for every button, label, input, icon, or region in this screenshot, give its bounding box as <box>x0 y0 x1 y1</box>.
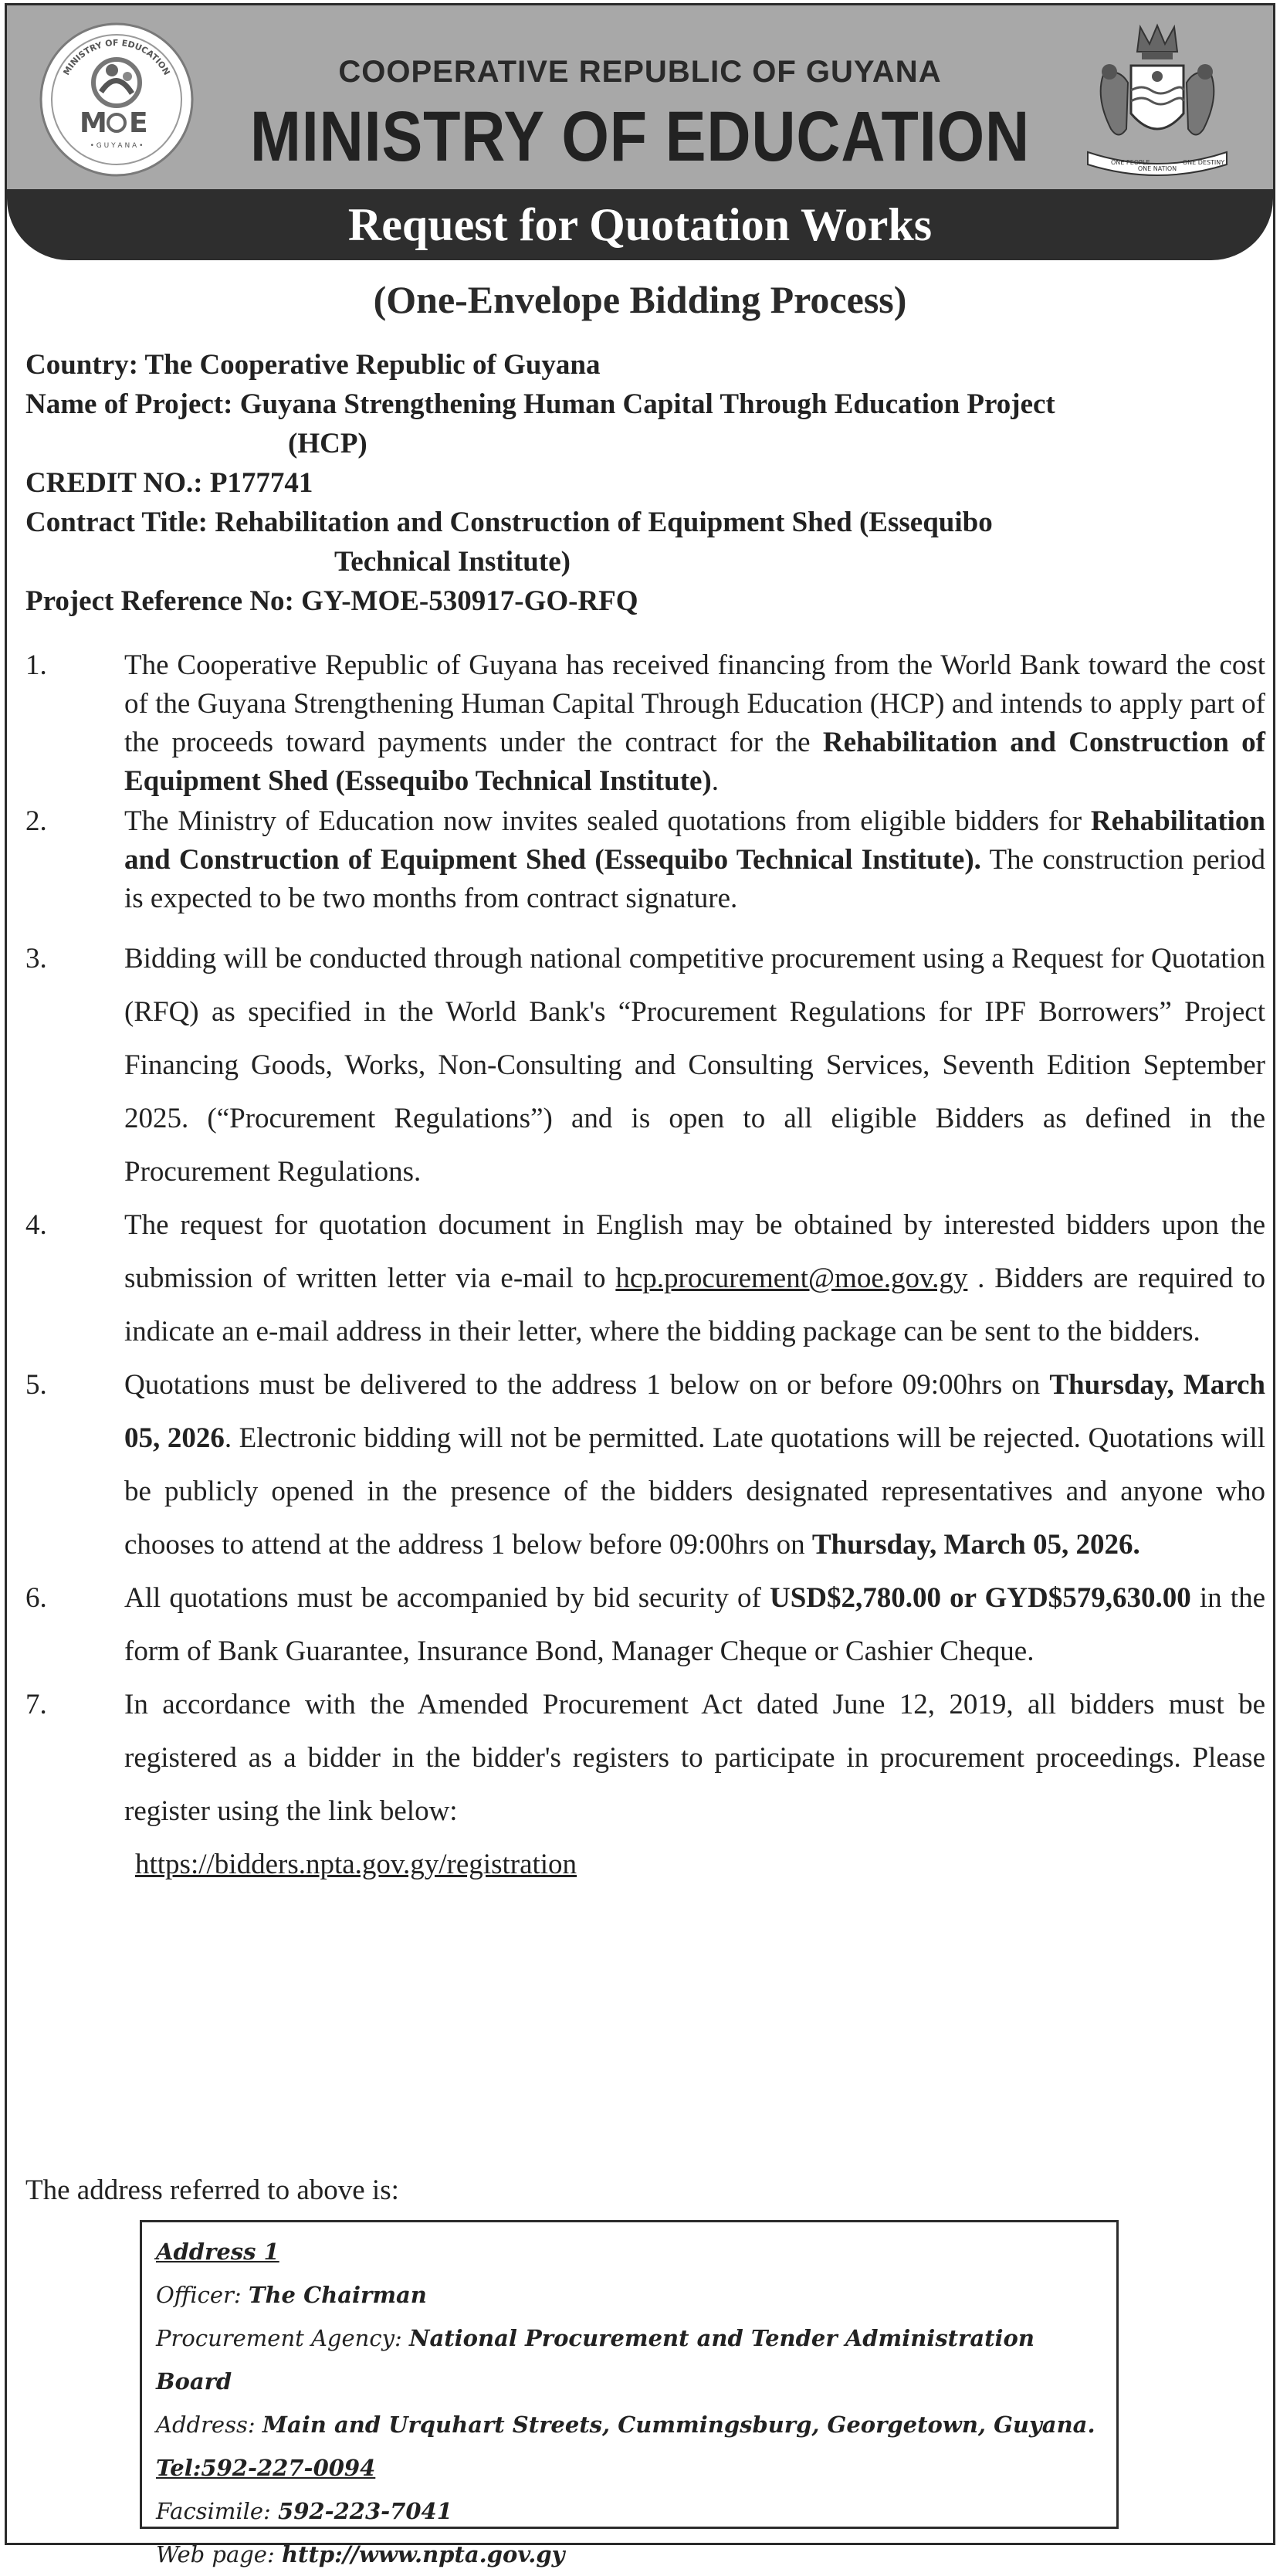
contract-title-value: Rehabilitation and Construction of Equipment Shed (Essequibo <box>215 507 993 538</box>
officer-value: The Chairman <box>248 2282 427 2308</box>
motto-mid: ONE NATION <box>1137 165 1177 172</box>
clause-number: 3. <box>25 943 47 974</box>
telephone[interactable]: Tel:592-227-0094 <box>156 2455 376 2481</box>
clause-text: in the form of Bank Guarantee, Insurance Bond, Manager Cheque or Cashier Cheque. <box>124 1582 1266 1667</box>
motto-left: ONE PEOPLE <box>1111 159 1150 166</box>
address-box <box>140 2220 1119 2568</box>
address-label: Address: <box>156 2412 256 2438</box>
clause-text: . Electronic bidding will not be permitted. Late quotations will be rejected. Quotations will be publicly opened in the presence of the bidders designated representatives and anyone who chooses to attend at the address 1 below before 09:00hrs on <box>124 1422 1266 1561</box>
officer-label: Officer: <box>156 2282 242 2308</box>
project-info <box>25 345 1261 621</box>
clause-3 <box>25 932 1265 1198</box>
clause-list <box>25 646 1265 1891</box>
fax-value: 592-223-7041 <box>278 2498 452 2524</box>
contract-title-label: Contract Title: <box>25 507 208 538</box>
ministry-heading: MINISTRY OF EDUCATION <box>249 97 1030 176</box>
clause-bold: Thursday, March 05, 2026 <box>124 1369 1265 1454</box>
clause-body <box>124 1358 1265 1571</box>
country-line: Country: The Cooperative Republic of Guyana <box>25 349 601 381</box>
clause-bold: USD$2,780.00 or GYD$579,630.00 <box>769 1582 1191 1614</box>
clause-number: 1. <box>25 649 47 681</box>
clause-4 <box>25 1198 1265 1358</box>
reference-line: Project Reference No: GY-MOE-530917-GO-RFQ <box>25 585 638 617</box>
project-name-value: Guyana Strengthening Human Capital Through Education Project <box>239 388 1055 420</box>
contract-title-line <box>25 503 1261 542</box>
header-band <box>7 5 1273 189</box>
logo-mark-e: E <box>129 107 148 139</box>
clause-number: 5. <box>25 1369 47 1401</box>
clause-text: . Bidders are required to indicate an e-mail address in their letter, where the bidding package can be sent to the bidders. <box>124 1263 1265 1347</box>
web-link[interactable]: http://www.npta.gov.gy <box>281 2541 565 2568</box>
clause-6 <box>25 1571 1265 1678</box>
clause-text: Quotations must be delivered to the address 1 below on or before 09:00hrs on <box>124 1369 1041 1401</box>
clause-number: 4. <box>25 1209 47 1241</box>
clause-7 <box>25 1678 1265 1891</box>
clause-text: The Cooperative Republic of Guyana has received financing from the World Bank toward the cost of the Guyana Strengthening Human Capital Through Education (HCP) and intends to apply part of the proceeds toward payments under the contract for the <box>124 649 1265 758</box>
clause-text: . <box>711 765 720 797</box>
registration-link[interactable]: https://bidders.npta.gov.gy/registration <box>135 1849 577 1880</box>
clause-number: 7. <box>25 1689 47 1720</box>
fax-label: Facsimile: <box>156 2498 271 2524</box>
clause-bold: Thursday, March 05, 2026. <box>811 1529 1140 1561</box>
address-value: Main and Urquhart Streets, Cummingsburg, Georgetown, Guyana. <box>262 2412 1095 2438</box>
title-bar <box>7 189 1273 260</box>
notice-page <box>5 3 1275 2568</box>
clause-bold: Rehabilitation and Construction of Equipment Shed (Essequibo Technical Institute). <box>124 805 1265 876</box>
clause-body <box>124 646 1265 801</box>
procurement-email-link[interactable]: hcp.procurement@moe.gov.gy <box>615 1263 968 1294</box>
clause-number: 2. <box>25 805 47 837</box>
web-label: Web page: <box>156 2541 275 2568</box>
credit-line: CREDIT NO.: P177741 <box>25 467 313 499</box>
address-intro: The address referred to above is: <box>25 2174 399 2206</box>
clause-body <box>124 1571 1265 1678</box>
agency-value: National Procurement and Tender Administration Board <box>156 2325 1034 2395</box>
clause-bold: Rehabilitation and Construction of Equipment Shed (Essequibo Technical Institute) <box>124 727 1266 797</box>
motto-right: ONE DESTINY <box>1182 159 1225 166</box>
address-heading: Address 1 <box>156 2239 279 2265</box>
clause-body <box>124 1678 1265 1891</box>
clause-body <box>124 802 1265 918</box>
clause-body: Bidding will be conducted through national competitive procurement using a Request for Quotation (RFQ) as specified in the World Bank's “Procurement Regulations for IPF Borrowers” Project Financing Goods, Works, Non-Consulting and Consulting Services, Seventh Edition September 2025. (“Procurement Regulations”) and is open to all eligible Bidders as defined in the Procurement Regulations. <box>124 943 1265 1188</box>
country-heading: COOPERATIVE REPUBLIC OF GUYANA <box>338 55 942 89</box>
clause-text: The request for quotation document in English may be obtained by interested bidders upon the submission of written letter via e-mail to <box>124 1209 1265 1294</box>
project-name-label: Name of Project: <box>25 388 233 420</box>
clause-number: 6. <box>25 1582 47 1614</box>
contract-title-cont: Technical Institute) <box>334 546 571 578</box>
clause-text: All quotations must be accompanied by bid security of <box>124 1582 761 1614</box>
logo-mark-m: M <box>80 107 107 139</box>
logo-sub-text: • G U Y A N A • <box>90 142 144 150</box>
clause-text: The Ministry of Education now invites sealed quotations from eligible bidders for <box>124 805 1082 837</box>
agency-label: Procurement Agency: <box>156 2325 402 2351</box>
logo-ring-text: MINISTRY OF EDUCATION <box>61 37 172 77</box>
clause-text: The construction period is expected to be two months from contract signature. <box>124 844 1265 914</box>
project-name-line <box>25 385 1261 424</box>
project-name-cont: (HCP) <box>288 428 367 459</box>
clause-5 <box>25 1358 1265 1571</box>
clause-1 <box>25 646 1265 801</box>
page-subtitle: (One-Envelope Bidding Process) <box>373 278 907 321</box>
page-title: Request for Quotation Works <box>347 199 933 250</box>
coat-of-arms-icon <box>1080 21 1234 179</box>
clause-text: In accordance with the Amended Procurement Act dated June 12, 2019, all bidders must be registered as a bidder in the bidder's registers to participate in procurement proceedings. Please register using the link below: <box>124 1689 1265 1827</box>
clause-body <box>124 1198 1265 1358</box>
clause-2 <box>25 802 1265 918</box>
